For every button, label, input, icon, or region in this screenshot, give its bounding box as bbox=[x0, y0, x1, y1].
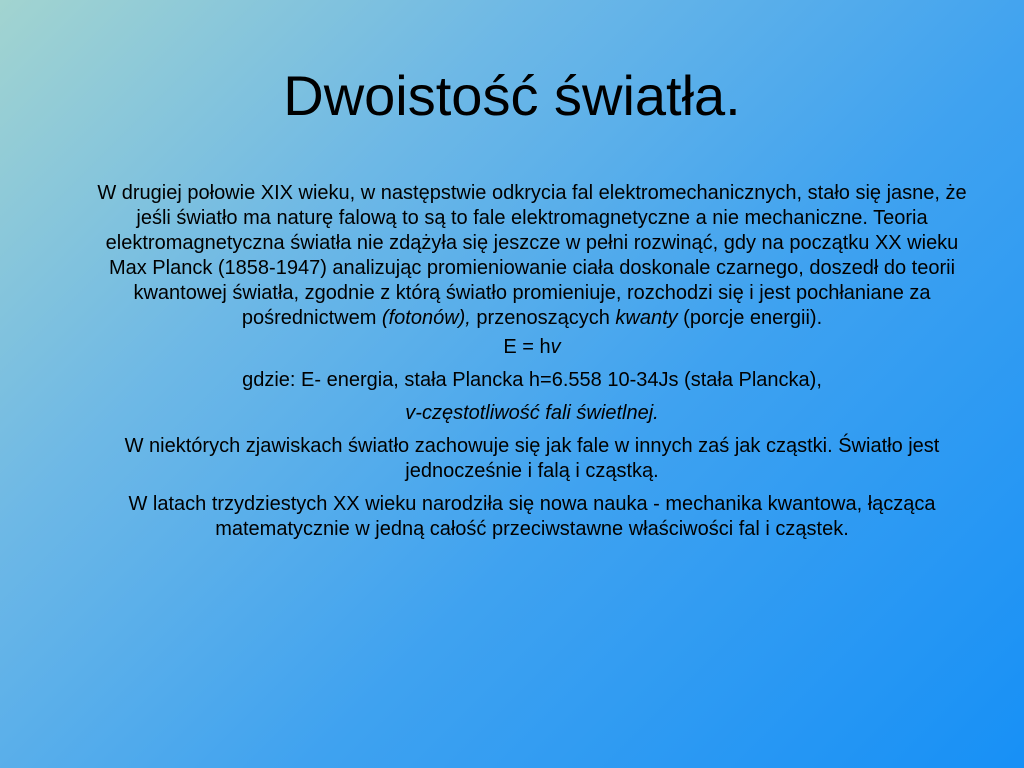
frequency-definition bbox=[96, 401, 968, 426]
quanta-term: kwanty bbox=[615, 307, 678, 329]
photons-term: (fotonów), bbox=[381, 307, 471, 329]
formula-nu: v bbox=[550, 336, 561, 358]
paragraph-duality: W niektórych zjawiskach światło zachowuje się jak fale w innych zaś jak cząstki. Światło jest jednocześnie i falą i cząstką. bbox=[124, 435, 940, 482]
paragraph-lead-text: W drugiej połowie XIX wieku, w następstwie odkrycia fal elektromechanicznych, stało się jasne, że jeśli światło ma naturę falową to są to fale elektromagnetyczne a nie mechaniczne. Teoria elektromagnetyczna światła nie zdążyła się jeszcze w pełni rozwinąć, gdy na początku XX wieku Max Planck (1858-1947) analizując promieniowanie ciała doskonale czarnego, doszedł do teorii kwantowej światła, zgodnie z którą światło promieniuje, rozchodzi się i jest pochłaniane za pośrednictwem bbox=[97, 182, 967, 329]
formula-definition: gdzie: E- energia, stała Plancka h=6.558 10-34Js (stała Plancka), bbox=[242, 369, 822, 391]
paragraph-mid-text: przenoszących bbox=[470, 307, 616, 329]
paragraph-tail-text: (porcje energii). bbox=[677, 307, 823, 329]
formula-text: E = h bbox=[503, 336, 551, 358]
frequency-text: v-częstotliwość fali świetlnej. bbox=[405, 402, 659, 424]
slide-title: Dwoistość światła. bbox=[283, 64, 741, 127]
paragraph-planck-history bbox=[96, 181, 968, 331]
paragraph-quantum-mechanics: W latach trzydziestych XX wieku narodziła się nowa nauka - mechanika kwantowa, łącząca matematycznie w jedną całość przeciwstawne właściwości fal i cząstek. bbox=[128, 493, 936, 540]
slide-body bbox=[96, 181, 968, 542]
planck-formula bbox=[96, 335, 968, 360]
